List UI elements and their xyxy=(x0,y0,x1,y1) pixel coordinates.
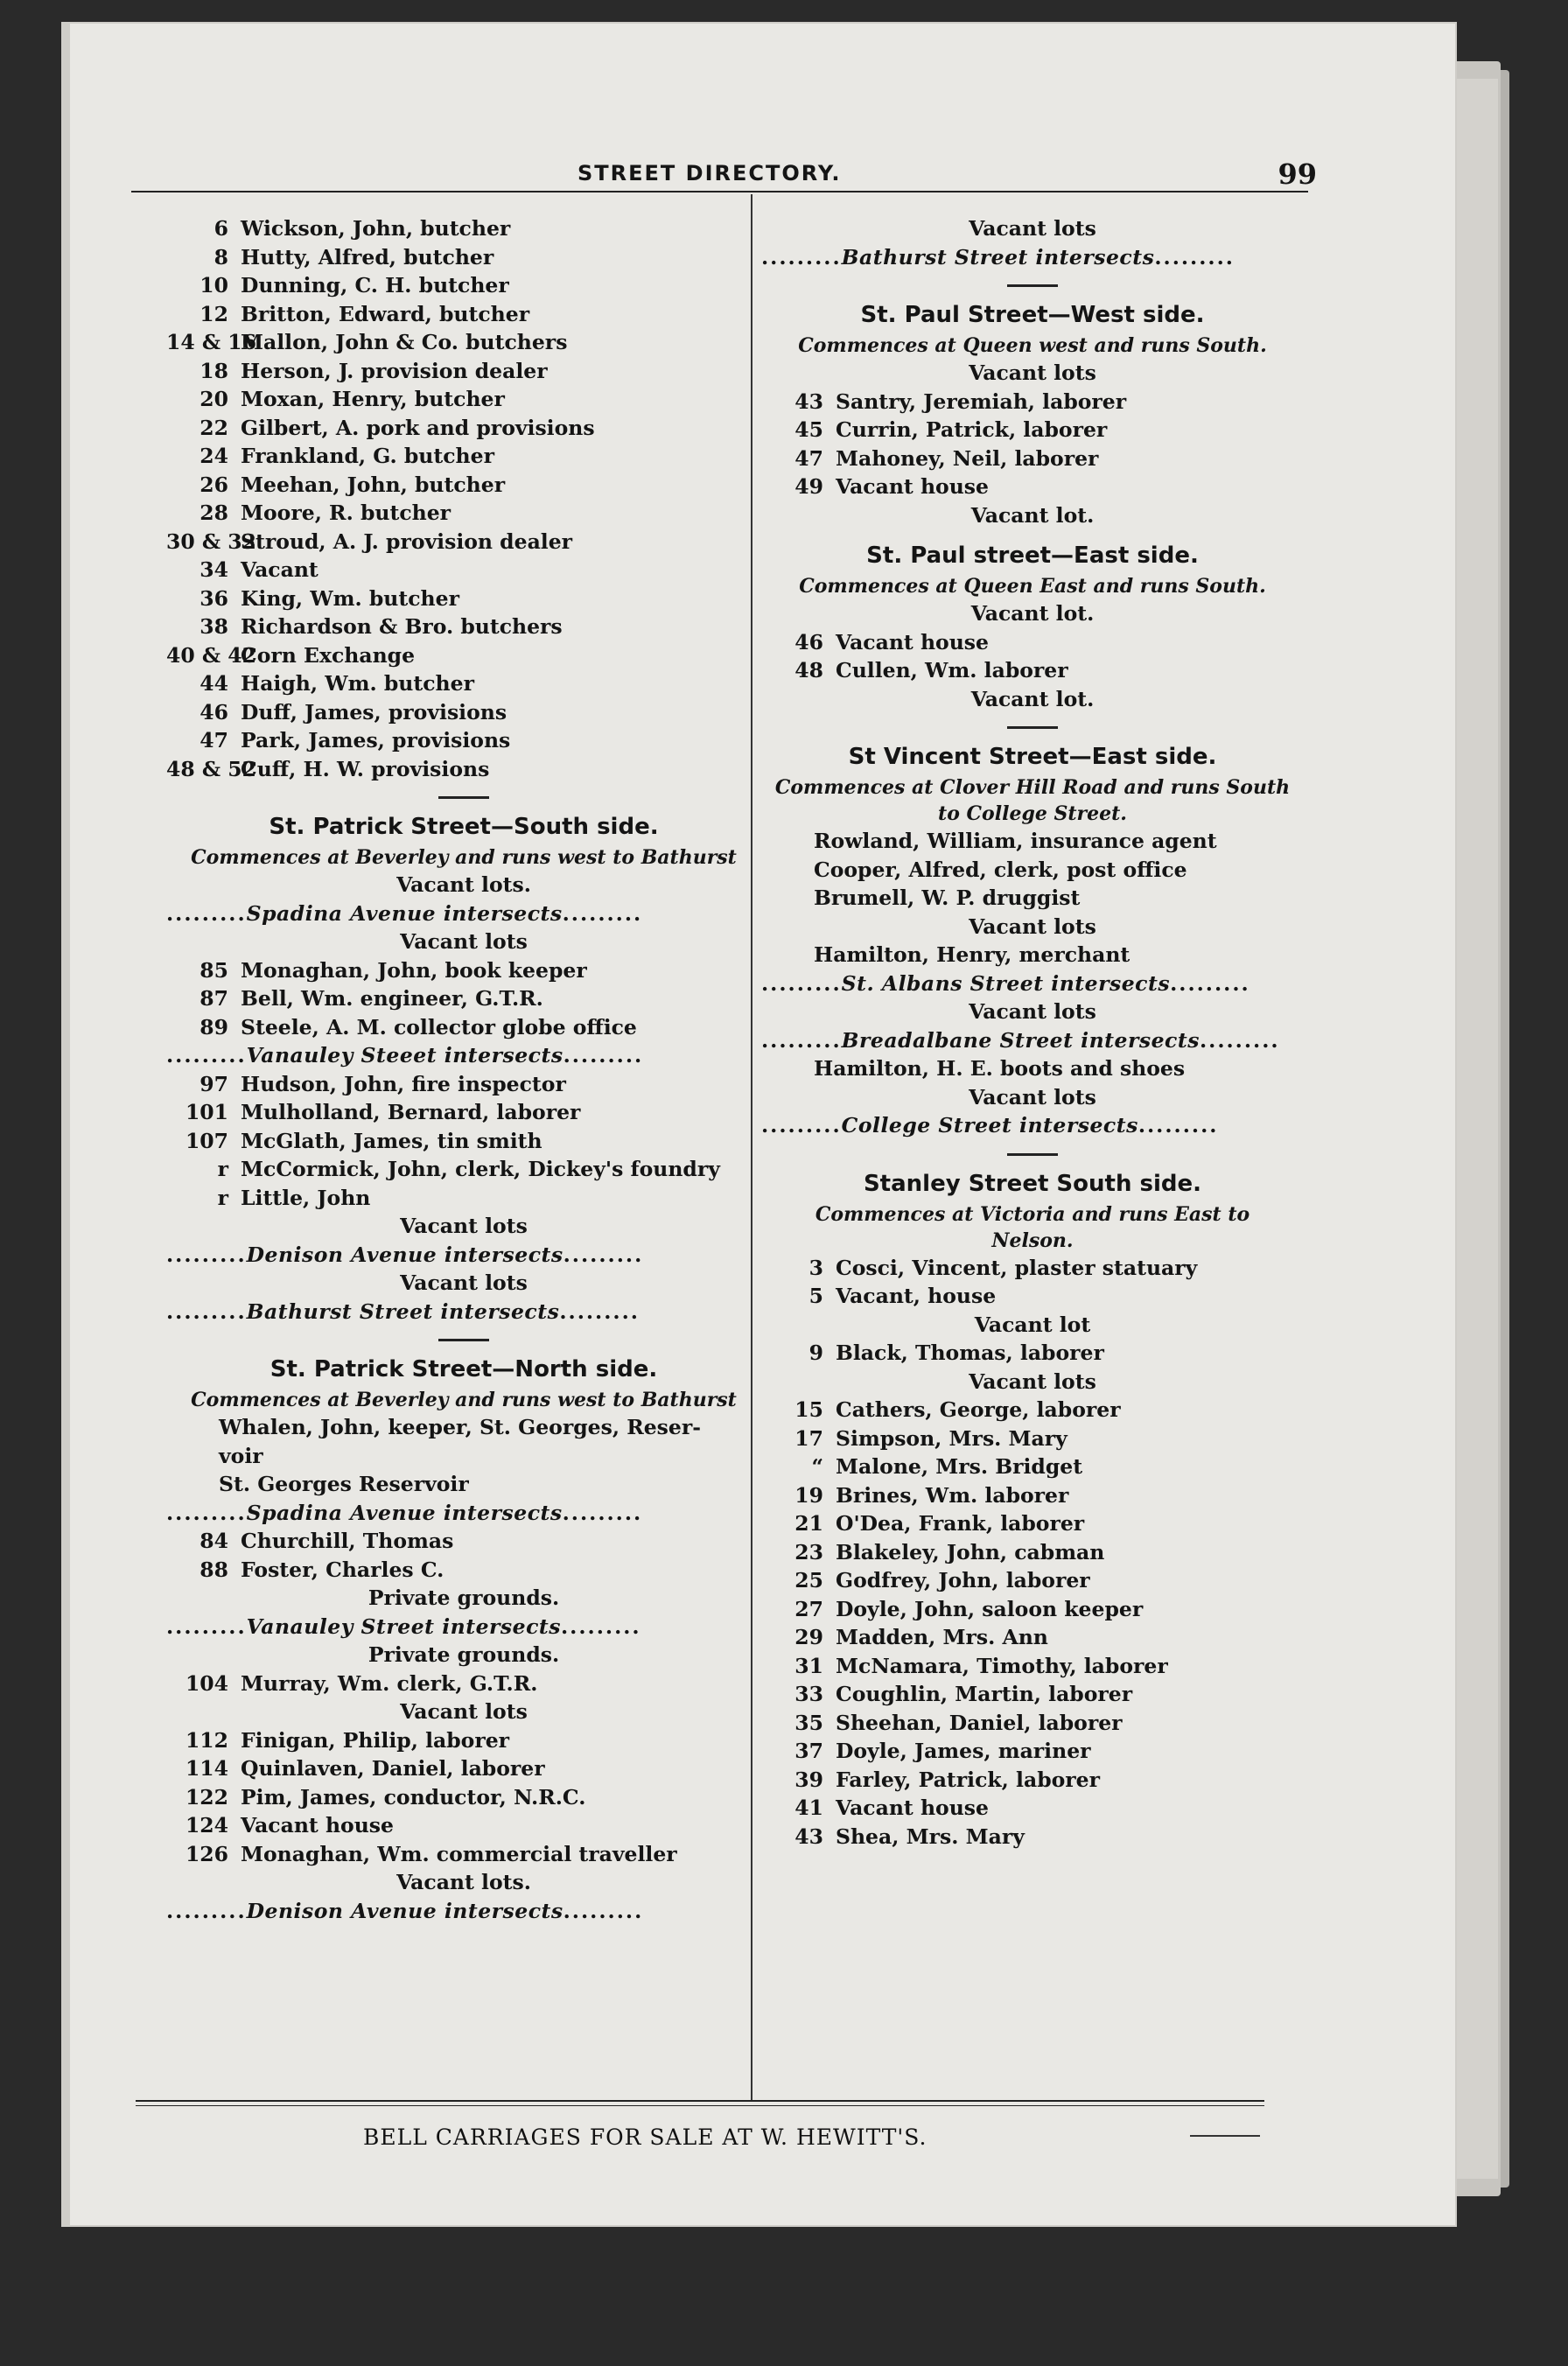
directory-entry xyxy=(761,656,1304,685)
occupant-name: Cosci, Vincent, plaster statuary xyxy=(836,1255,1198,1280)
intersection-line xyxy=(166,1241,761,1270)
house-number: 114 xyxy=(185,1756,228,1781)
occupant-name: McCormick, John, clerk, Dickey's foundry xyxy=(241,1157,720,1181)
house-number: 38 xyxy=(200,614,228,639)
vacant-note: Vacant lot xyxy=(974,1312,1091,1337)
vacant-note: Vacant lots xyxy=(969,914,1096,939)
occupant-name: Steele, A. M. collector globe office xyxy=(241,1014,637,1040)
intersection-line xyxy=(166,900,761,928)
occupant-name: Quinlaven, Daniel, laborer xyxy=(241,1756,545,1781)
intersection-text: College Street intersects xyxy=(841,1113,1138,1138)
house-number: 46 xyxy=(200,699,228,724)
house-number: 31 xyxy=(794,1653,823,1678)
vacant-note: Vacant lot. xyxy=(970,686,1095,711)
house-number: 104 xyxy=(185,1670,228,1696)
section-divider xyxy=(166,1326,761,1352)
intersection-line xyxy=(166,1499,761,1528)
occupant-name: Madden, Mrs. Ann xyxy=(836,1625,1048,1649)
house-number: 10 xyxy=(200,273,228,298)
occupant-name: Corn Exchange xyxy=(241,642,416,668)
occupant-name: Stroud, A. J. provision dealer xyxy=(241,528,573,554)
directory-entry xyxy=(166,698,761,727)
intersection-line xyxy=(166,1613,761,1642)
occupant-name: Doyle, James, mariner xyxy=(836,1739,1091,1763)
occupant-name: Santry, Jeremiah, laborer xyxy=(836,388,1127,414)
directory-entry xyxy=(761,1623,1304,1652)
directory-entry xyxy=(166,1442,761,1471)
house-number: 87 xyxy=(200,986,228,1011)
house-number: 17 xyxy=(794,1425,823,1451)
footer-underline xyxy=(1190,2135,1260,2137)
occupant-name: Haigh, Wm. butcher xyxy=(241,671,474,696)
intersection-text: Spadina Avenue intersects xyxy=(246,900,563,926)
occupant-name: Bell, Wm. engineer, G.T.R. xyxy=(241,986,543,1011)
house-number: 107 xyxy=(185,1128,228,1153)
directory-entry xyxy=(166,1783,761,1812)
house-number: 29 xyxy=(794,1625,823,1649)
directory-entry xyxy=(761,1566,1304,1595)
occupant-name: Herson, J. provision dealer xyxy=(241,358,548,383)
occupant-name: Frankland, G. butcher xyxy=(241,444,494,468)
vacant-note: Vacant lots. xyxy=(396,872,531,897)
divider-dash xyxy=(1007,1153,1058,1156)
running-head: STREET DIRECTORY. xyxy=(578,161,842,186)
occupant-name: Cullen, Wm. laborer xyxy=(836,658,1068,682)
directory-entry xyxy=(166,357,761,386)
house-number: 3 xyxy=(808,1255,823,1280)
intersection-text: Breadalbane Street intersects xyxy=(841,1027,1200,1053)
occupant-name: McGlath, James, tin smith xyxy=(241,1128,542,1153)
house-number: 21 xyxy=(794,1511,823,1536)
header-rule xyxy=(131,191,1308,192)
leader-dots: ......... xyxy=(1138,1113,1219,1138)
house-number: 26 xyxy=(200,472,228,497)
occupant-name: Vacant house xyxy=(836,1796,989,1820)
intersection-text: Bathurst Street intersects xyxy=(841,244,1155,270)
house-number: 48 & 52 xyxy=(166,756,256,781)
occupant-name: Hamilton, H. E. boots and shoes xyxy=(814,1056,1186,1081)
directory-entry xyxy=(166,1470,761,1499)
directory-entry xyxy=(166,1840,761,1869)
page-gutter xyxy=(61,22,70,2227)
directory-entry xyxy=(761,1282,1304,1311)
directory-entry xyxy=(761,827,1304,856)
directory-entry xyxy=(761,1538,1304,1567)
divider-dash xyxy=(438,796,489,799)
directory-entry xyxy=(761,1054,1304,1083)
vacant-note: Vacant lot. xyxy=(970,502,1095,528)
directory-entry xyxy=(166,1726,761,1755)
leader-dots: ......... xyxy=(166,1298,247,1324)
footer-rule xyxy=(136,2100,1264,2106)
directory-entry xyxy=(166,641,761,670)
occupant-name: Churchill, Thomas xyxy=(241,1529,454,1553)
occupant-name: Foster, Charles C. xyxy=(241,1557,444,1582)
directory-entry xyxy=(166,1413,761,1442)
occupant-name: King, Wm. butcher xyxy=(241,585,459,611)
directory-entry xyxy=(761,1680,1304,1709)
vacant-note: Vacant lots xyxy=(969,999,1096,1024)
directory-entry xyxy=(761,1595,1304,1624)
house-number: 43 xyxy=(794,1824,823,1849)
street-description: to College Street. xyxy=(938,802,1127,825)
occupant-name: Cathers, George, laborer xyxy=(836,1397,1121,1422)
directory-entry xyxy=(166,300,761,329)
house-number: 49 xyxy=(794,474,823,499)
vacant-note: Vacant lots xyxy=(969,216,1096,241)
directory-entry xyxy=(761,416,1304,444)
occupant-name: Wickson, John, butcher xyxy=(241,216,511,241)
directory-entry xyxy=(166,755,761,784)
street-heading: St. Paul Street—West side. xyxy=(860,302,1205,328)
directory-entry xyxy=(761,1481,1304,1510)
house-number: 24 xyxy=(200,444,228,468)
occupant-name: Coughlin, Martin, laborer xyxy=(836,1682,1133,1706)
house-number: 84 xyxy=(200,1529,228,1553)
directory-entry xyxy=(166,584,761,613)
house-number: 101 xyxy=(185,1100,228,1124)
leader-dots: ......... xyxy=(166,1898,247,1923)
vacant-note: Vacant lots. xyxy=(396,1870,531,1894)
directory-entry xyxy=(761,388,1304,416)
street-description: Commences at Queen East and runs South. xyxy=(799,575,1266,598)
occupant-name: Whalen, John, keeper, St. Georges, Reser- xyxy=(219,1415,701,1439)
street-heading: St. Patrick Street—North side. xyxy=(270,1356,658,1382)
occupant-name: Moore, R. butcher xyxy=(241,500,452,525)
directory-entry xyxy=(761,444,1304,473)
directory-entry xyxy=(166,1754,761,1783)
house-number: 34 xyxy=(200,557,228,582)
directory-entry xyxy=(166,243,761,272)
directory-entry xyxy=(166,612,761,641)
house-number: 89 xyxy=(200,1014,228,1040)
street-description: Commences at Clover Hill Road and runs South xyxy=(774,776,1291,799)
leader-dots: ......... xyxy=(166,1614,247,1639)
intersection-line xyxy=(761,243,1304,272)
intersection-line xyxy=(761,1111,1304,1140)
directory-entry xyxy=(166,1811,761,1840)
directory-entry xyxy=(761,1396,1304,1424)
directory-entry xyxy=(166,499,761,528)
occupant-name: Cooper, Alfred, clerk, post office xyxy=(814,857,1187,882)
house-number: 122 xyxy=(185,1784,228,1810)
vacant-note: Vacant lots xyxy=(400,929,528,954)
house-number: 41 xyxy=(794,1796,823,1820)
directory-entry xyxy=(761,1766,1304,1795)
house-number: r xyxy=(217,1157,228,1181)
leader-dots: ......... xyxy=(562,900,643,926)
house-number: 36 xyxy=(200,585,228,611)
street-description: Commences at Queen west and runs South. xyxy=(798,334,1267,357)
house-number: 39 xyxy=(794,1767,823,1792)
occupant-name: Britton, Edward, butcher xyxy=(241,301,530,326)
occupant-name: McNamara, Timothy, laborer xyxy=(836,1653,1168,1678)
street-description: Commences at Victoria and runs East to xyxy=(815,1202,1250,1226)
leader-dots: ......... xyxy=(563,1242,644,1267)
house-number: 48 xyxy=(794,658,823,682)
leader-dots: ......... xyxy=(563,1043,644,1068)
house-number: 28 xyxy=(200,500,228,525)
occupant-name: Dunning, C. H. butcher xyxy=(241,273,509,298)
directory-entry xyxy=(761,1339,1304,1368)
occupant-name: Farley, Patrick, laborer xyxy=(836,1767,1101,1792)
section-divider xyxy=(166,783,761,809)
occupant-name: Vacant house xyxy=(836,629,989,654)
occupant-name: Hutty, Alfred, butcher xyxy=(241,244,494,270)
occupant-name: Godfrey, John, laborer xyxy=(836,1568,1090,1592)
occupant-name: Gilbert, A. pork and provisions xyxy=(241,415,595,440)
spacer xyxy=(761,529,1304,538)
directory-entry xyxy=(761,1709,1304,1738)
house-number: 112 xyxy=(185,1727,228,1753)
house-number: 43 xyxy=(794,388,823,414)
occupant-name: Black, Thomas, laborer xyxy=(836,1340,1104,1365)
street-heading: St. Paul street—East side. xyxy=(866,542,1199,569)
house-number: 88 xyxy=(200,1557,228,1582)
directory-entry xyxy=(166,385,761,414)
directory-entry xyxy=(166,669,761,698)
occupant-name: Doyle, John, saloon keeper xyxy=(836,1596,1144,1621)
directory-entry xyxy=(166,1070,761,1099)
directory-entry xyxy=(761,1509,1304,1538)
directory-entry xyxy=(761,472,1304,501)
intersection-line xyxy=(166,1298,761,1326)
house-number: 46 xyxy=(794,629,823,654)
leader-dots: ......... xyxy=(562,1500,643,1525)
section-divider xyxy=(761,1140,1304,1166)
leader-dots: ......... xyxy=(563,1898,644,1923)
house-number: 19 xyxy=(794,1482,823,1508)
house-number: 5 xyxy=(808,1284,823,1308)
occupant-name: O'Dea, Frank, laborer xyxy=(836,1511,1085,1536)
occupant-name: Monaghan, Wm. commercial traveller xyxy=(241,1841,677,1866)
leader-dots: ......... xyxy=(166,1043,247,1068)
occupant-name: Pim, James, conductor, N.R.C. xyxy=(241,1784,586,1810)
street-heading: Stanley Street South side. xyxy=(863,1170,1202,1197)
divider-dash xyxy=(1007,726,1058,729)
house-number: r xyxy=(217,1185,228,1210)
leader-dots: ......... xyxy=(1199,1027,1280,1053)
footer-advertisement: BELL CARRIAGES FOR SALE AT W. HEWITT'S. xyxy=(363,2124,928,2150)
intersection-text: St. Albans Street intersects xyxy=(841,970,1171,996)
leader-dots: ......... xyxy=(166,1500,247,1525)
occupant-name: St. Georges Reservoir xyxy=(219,1472,469,1496)
occupant-name: Blakeley, John, cabman xyxy=(836,1539,1105,1564)
directory-entry xyxy=(166,1527,761,1556)
intersection-line xyxy=(761,970,1304,998)
occupant-name: Hamilton, Henry, merchant xyxy=(814,942,1130,967)
leader-dots: ......... xyxy=(1170,970,1250,996)
house-number: 8 xyxy=(214,244,228,270)
street-heading: St. Patrick Street—South side. xyxy=(269,814,659,840)
leader-dots: ......... xyxy=(166,1242,247,1267)
intersection-text: Vanauley Street intersects xyxy=(246,1614,561,1639)
leader-dots: ......... xyxy=(560,1614,641,1639)
occupant-name: Vacant xyxy=(241,557,318,582)
directory-entry xyxy=(166,214,761,243)
directory-entry xyxy=(761,1794,1304,1823)
occupant-name: Finigan, Philip, laborer xyxy=(241,1727,510,1753)
occupant-name: Cuff, H. W. provisions xyxy=(241,756,490,781)
house-number: 126 xyxy=(185,1841,228,1866)
occupant-name: Sheehan, Daniel, laborer xyxy=(836,1710,1123,1735)
directory-entry xyxy=(166,556,761,584)
occupant-name: Mahoney, Neil, laborer xyxy=(836,445,1099,471)
occupant-name: Currin, Patrick, laborer xyxy=(836,417,1108,442)
directory-entry xyxy=(761,1652,1304,1681)
divider-dash xyxy=(438,1339,489,1341)
directory-entry xyxy=(166,471,761,500)
house-number: 47 xyxy=(794,445,823,471)
street-description: Commences at Beverley and runs west to Bathurst xyxy=(191,846,737,869)
divider-dash xyxy=(1007,284,1058,287)
occupant-name: Duff, James, provisions xyxy=(241,699,508,724)
house-number: 97 xyxy=(200,1071,228,1096)
intersection-text: Vanauley Steeet intersects xyxy=(246,1043,564,1068)
section-divider xyxy=(761,713,1304,739)
directory-entry xyxy=(761,1737,1304,1766)
house-number: “ xyxy=(811,1454,823,1479)
house-number: 20 xyxy=(200,387,228,411)
intersection-text: Bathurst Street intersects xyxy=(246,1298,560,1324)
directory-entry xyxy=(761,1424,1304,1453)
house-number: 33 xyxy=(794,1682,823,1706)
directory-entry xyxy=(761,884,1304,913)
intersection-line xyxy=(166,1897,761,1926)
occupant-name: Shea, Mrs. Mary xyxy=(836,1824,1025,1849)
house-number: 37 xyxy=(794,1739,823,1763)
directory-entry xyxy=(166,1556,761,1585)
directory-entry xyxy=(166,442,761,471)
occupant-name: Monaghan, John, book keeper xyxy=(241,957,587,983)
occupant-name: Vacant, house xyxy=(836,1284,997,1308)
right-column xyxy=(761,214,1304,1851)
directory-entry xyxy=(761,941,1304,970)
vacant-note: Vacant lots xyxy=(400,1270,528,1295)
street-heading: St Vincent Street—East side. xyxy=(848,744,1217,770)
directory-entry xyxy=(761,1823,1304,1852)
house-number: 25 xyxy=(794,1568,823,1592)
vacant-note: Private grounds. xyxy=(368,1642,560,1667)
occupant-name: Vacant house xyxy=(241,1813,394,1838)
occupant-name: Meehan, John, butcher xyxy=(241,472,506,497)
directory-entry xyxy=(166,1013,761,1042)
directory-entry xyxy=(166,956,761,985)
directory-entry xyxy=(761,628,1304,657)
vacant-note: Vacant lots xyxy=(400,1699,528,1724)
leader-dots: ......... xyxy=(761,1113,842,1138)
occupant-name: Little, John xyxy=(241,1185,371,1210)
vacant-note: Vacant lots xyxy=(969,1084,1096,1110)
occupant-name: Richardson & Bro. butchers xyxy=(241,614,563,639)
house-number: 12 xyxy=(200,301,228,326)
house-number: 18 xyxy=(200,358,228,383)
street-description: Nelson. xyxy=(991,1228,1074,1252)
occupant-name: Murray, Wm. clerk, G.T.R. xyxy=(241,1670,538,1696)
house-number: 14 & 16 xyxy=(166,330,256,354)
house-number: 22 xyxy=(200,415,228,440)
directory-entry xyxy=(761,1254,1304,1283)
directory-entry xyxy=(166,1098,761,1127)
occupant-name: Simpson, Mrs. Mary xyxy=(836,1425,1068,1451)
house-number: 23 xyxy=(794,1539,823,1564)
occupant-name: Rowland, William, insurance agent xyxy=(814,829,1217,853)
directory-entry xyxy=(166,1127,761,1156)
directory-entry xyxy=(166,528,761,556)
directory-entry xyxy=(166,1670,761,1698)
leader-dots: ......... xyxy=(1154,244,1235,270)
intersection-text: Denison Avenue intersects xyxy=(246,1242,564,1267)
vacant-note: Vacant lot. xyxy=(970,601,1095,626)
directory-entry xyxy=(166,1184,761,1213)
house-number: 6 xyxy=(214,216,228,241)
house-number: 9 xyxy=(808,1340,823,1365)
occupant-name: Hudson, John, fire inspector xyxy=(241,1071,566,1096)
vacant-note: Private grounds. xyxy=(368,1586,560,1610)
leader-dots: ......... xyxy=(761,1027,842,1053)
occupant-name: Brines, Wm. laborer xyxy=(836,1482,1069,1508)
leader-dots: ......... xyxy=(761,244,842,270)
intersection-line xyxy=(761,1026,1304,1055)
occupant-name: Mulholland, Bernard, laborer xyxy=(241,1100,581,1124)
house-number: 40 & 42 xyxy=(166,642,256,668)
street-description: Commences at Beverley and runs west to Bathurst xyxy=(191,1389,737,1411)
vacant-note: Vacant lots xyxy=(400,1214,528,1238)
house-number: 47 xyxy=(200,728,228,752)
leader-dots: ......... xyxy=(761,970,842,996)
intersection-line xyxy=(166,1041,761,1070)
occupant-name: Brumell, W. P. druggist xyxy=(814,886,1081,910)
directory-entry xyxy=(166,1155,761,1184)
house-number: 44 xyxy=(200,671,228,696)
occupant-name: Park, James, provisions xyxy=(241,728,511,752)
house-number: 27 xyxy=(794,1596,823,1621)
directory-entry xyxy=(166,271,761,300)
house-number: 35 xyxy=(794,1710,823,1735)
directory-entry xyxy=(166,726,761,755)
page-header xyxy=(131,158,1317,192)
occupant-name: voir xyxy=(219,1443,263,1468)
intersection-text: Denison Avenue intersects xyxy=(246,1898,564,1923)
left-column xyxy=(166,214,761,1925)
occupant-name: Malone, Mrs. Bridget xyxy=(836,1454,1083,1479)
occupant-name: Moxan, Henry, butcher xyxy=(241,387,505,411)
house-number: 45 xyxy=(794,417,823,442)
directory-entry xyxy=(761,1452,1304,1481)
page-number: 99 xyxy=(1278,158,1317,191)
house-number: 124 xyxy=(185,1813,228,1838)
directory-entry xyxy=(166,984,761,1013)
house-number: 30 & 32 xyxy=(166,528,256,554)
occupant-name: Vacant house xyxy=(836,474,989,499)
occupant-name: Mallon, John & Co. butchers xyxy=(241,330,568,354)
leader-dots: ......... xyxy=(559,1298,640,1324)
section-divider xyxy=(761,271,1304,298)
house-number: 85 xyxy=(200,957,228,983)
vacant-note: Vacant lots xyxy=(969,1368,1096,1394)
directory-entry xyxy=(166,328,761,357)
house-number: 15 xyxy=(794,1397,823,1422)
directory-entry xyxy=(761,856,1304,885)
vacant-note: Vacant lots xyxy=(969,360,1096,385)
leader-dots: ......... xyxy=(166,900,247,926)
directory-entry xyxy=(166,414,761,443)
intersection-text: Spadina Avenue intersects xyxy=(246,1500,563,1525)
